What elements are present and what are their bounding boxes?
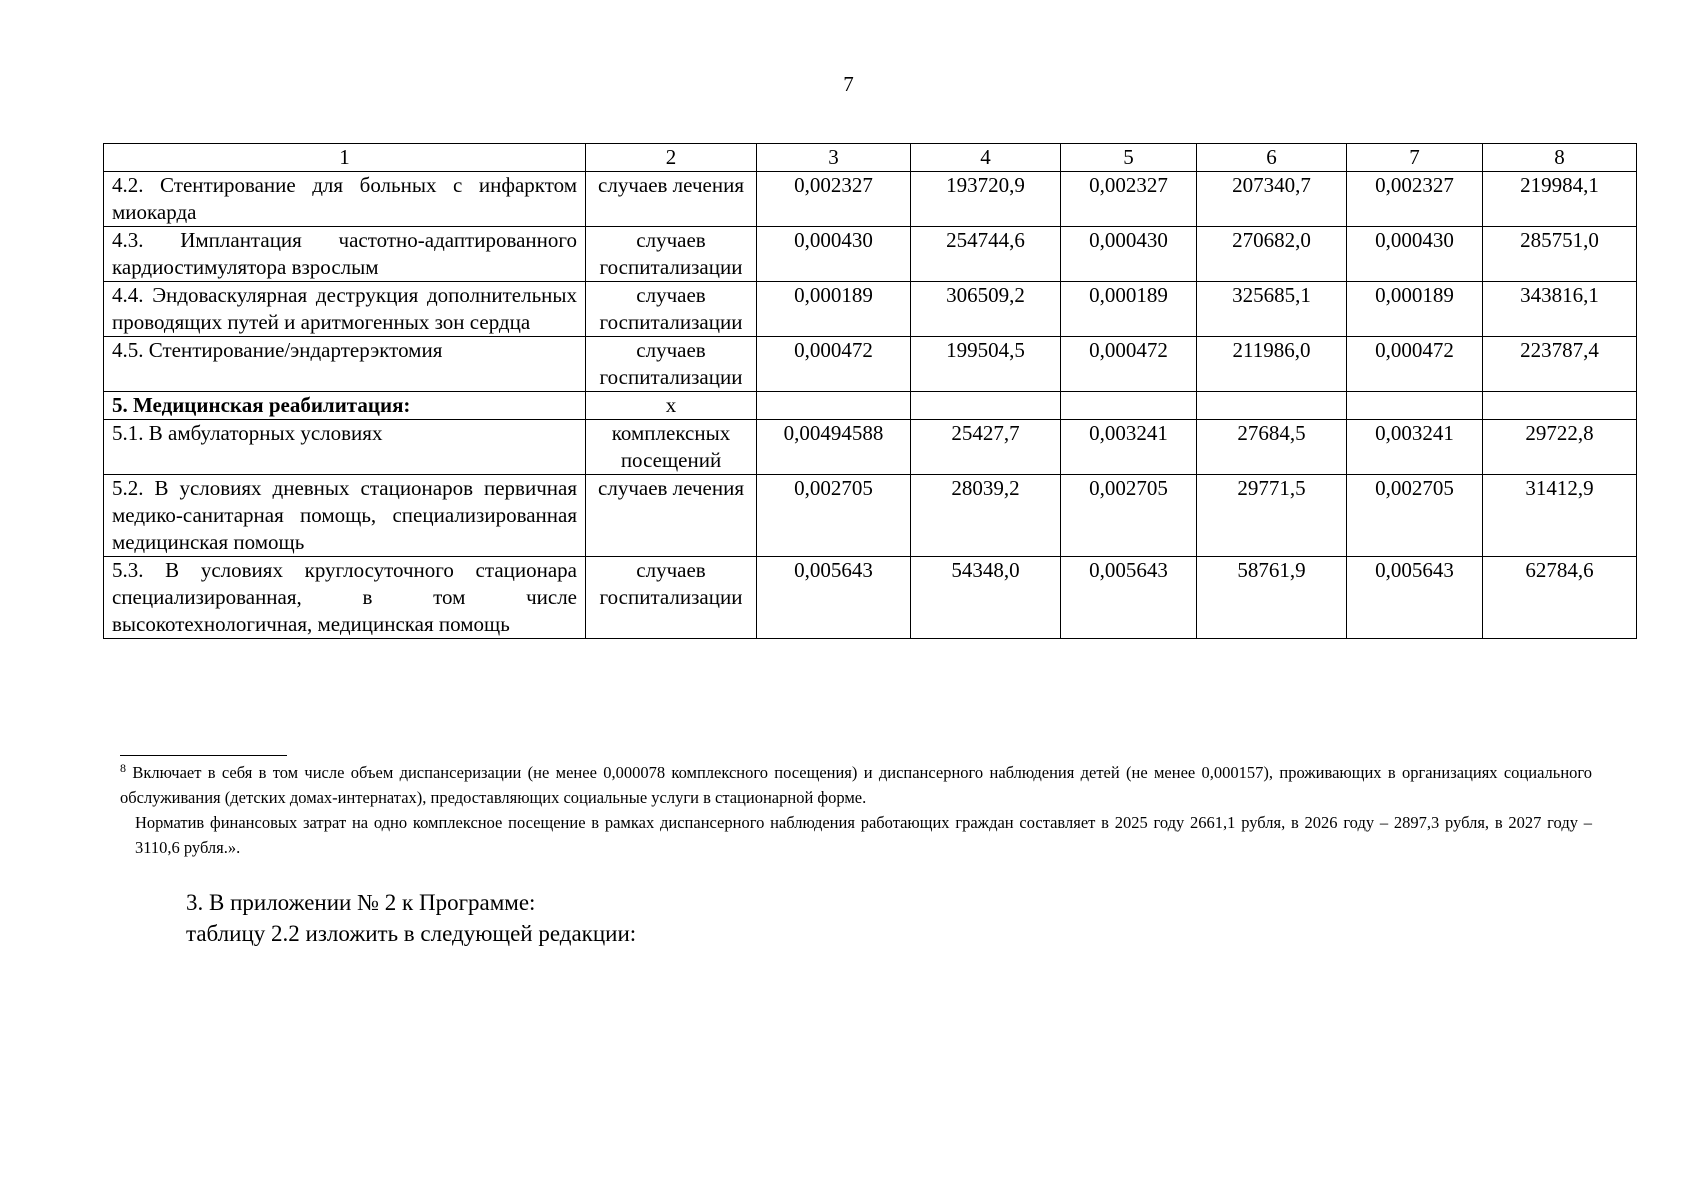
table-row: [104, 282, 1637, 337]
row-unit: случаев госпитализации: [586, 282, 757, 337]
table-row: [104, 337, 1637, 392]
row-value: 254744,6: [911, 227, 1061, 282]
row-value: 29722,8: [1483, 420, 1637, 475]
row-value: 0,000430: [1347, 227, 1483, 282]
row-value: 0,005643: [1061, 557, 1197, 639]
header-col-1: 1: [104, 144, 586, 172]
row-value: 25427,7: [911, 420, 1061, 475]
row-value: 0,000189: [757, 282, 911, 337]
row-value: 27684,5: [1197, 420, 1347, 475]
row-value: 325685,1: [1197, 282, 1347, 337]
header-col-2: 2: [586, 144, 757, 172]
table-row: [104, 227, 1637, 282]
row-unit: случаев госпитализации: [586, 557, 757, 639]
row-unit: комплексных посещений: [586, 420, 757, 475]
row-value: 0,003241: [1347, 420, 1483, 475]
row-value: 0,000472: [1347, 337, 1483, 392]
row-value: 223787,4: [1483, 337, 1637, 392]
table-row: [104, 475, 1637, 557]
row-value: 270682,0: [1197, 227, 1347, 282]
row-value: 306509,2: [911, 282, 1061, 337]
row-value: 0,000189: [1061, 282, 1197, 337]
row-value: [1061, 392, 1197, 420]
row-unit: случаев госпитализации: [586, 227, 757, 282]
row-value: 0,005643: [757, 557, 911, 639]
header-col-8: 8: [1483, 144, 1637, 172]
paragraph-2: таблицу 2.2 изложить в следующей редакции:: [186, 921, 637, 946]
footnote-text-1: [120, 756, 1592, 810]
row-name: 5.1. В амбулаторных условиях: [104, 420, 586, 475]
row-value: 31412,9: [1483, 475, 1637, 557]
row-name: 4.2. Стентирование для больных с инфарктом миокарда: [104, 172, 586, 227]
row-value: 0,000430: [757, 227, 911, 282]
row-name: 5.2. В условиях дневных стационаров первичная медико-санитарная помощь, специализированная медицинская помощь: [104, 475, 586, 557]
section-row: [104, 392, 1637, 420]
header-col-4: 4: [911, 144, 1061, 172]
row-unit: случаев госпитализации: [586, 337, 757, 392]
row-value: [1347, 392, 1483, 420]
row-name: 4.3. Имплантация частотно-адаптированного кардиостимулятора взрослым: [104, 227, 586, 282]
footnote-marker: 8: [120, 761, 126, 775]
row-value: [1483, 392, 1637, 420]
row-value: 193720,9: [911, 172, 1061, 227]
footnote-text-2: Норматив финансовых затрат на одно комплексное посещение в рамках диспансерного наблюдения работающих граждан составляет в 2025 году 2661,1 рубля, в 2026 году – 2897,3 рубля, в 2027 году – 3110,6 рубля.».: [135, 813, 1592, 857]
row-value: 0,002705: [1347, 475, 1483, 557]
row-name: 4.4. Эндоваскулярная деструкция дополнительных проводящих путей и аритмогенных зон сердца: [104, 282, 586, 337]
data-table: [103, 143, 1637, 639]
header-col-7: 7: [1347, 144, 1483, 172]
row-value: [911, 392, 1061, 420]
row-unit: х: [586, 392, 757, 420]
row-value: 0,002327: [1061, 172, 1197, 227]
row-value: 29771,5: [1197, 475, 1347, 557]
row-value: 219984,1: [1483, 172, 1637, 227]
row-value: 0,000472: [757, 337, 911, 392]
row-value: 199504,5: [911, 337, 1061, 392]
row-value: 0,005643: [1347, 557, 1483, 639]
paragraph-1: 3. В приложении № 2 к Программе:: [186, 890, 536, 915]
page-number: 7: [843, 72, 854, 96]
row-value: 207340,7: [1197, 172, 1347, 227]
row-unit: случаев лечения: [586, 475, 757, 557]
footnote: [120, 756, 1592, 860]
row-value: 0,002705: [1061, 475, 1197, 557]
table-header-row: [104, 144, 1637, 172]
section-title: 5. Медицинская реабилитация:: [104, 392, 586, 420]
row-value: 0,002327: [1347, 172, 1483, 227]
row-value: 0,000189: [1347, 282, 1483, 337]
header-col-3: 3: [757, 144, 911, 172]
row-value: 58761,9: [1197, 557, 1347, 639]
row-name: 5.3. В условиях круглосуточного стационара специализированная, в том числе высокотехнологичная, медицинская помощь: [104, 557, 586, 639]
table-row: [104, 172, 1637, 227]
header-col-5: 5: [1061, 144, 1197, 172]
row-value: 0,002705: [757, 475, 911, 557]
row-value: 285751,0: [1483, 227, 1637, 282]
row-value: 343816,1: [1483, 282, 1637, 337]
header-col-6: 6: [1197, 144, 1347, 172]
footnote-text-1-body: Включает в себя в том числе объем диспансеризации (не менее 0,000078 комплексного посещения) и диспансерного наблюдения детей (не менее 0,000157), проживающих в организациях социального обслуживания (детских домах-интернатах), предоставляющих социальные услуги в стационарной форме.: [120, 763, 1593, 807]
table-row: [104, 557, 1637, 639]
row-value: 28039,2: [911, 475, 1061, 557]
row-value: 0,000430: [1061, 227, 1197, 282]
row-value: 54348,0: [911, 557, 1061, 639]
table-row: [104, 420, 1637, 475]
row-name: 4.5. Стентирование/эндартерэктомия: [104, 337, 586, 392]
row-value: [757, 392, 911, 420]
row-value: 0,003241: [1061, 420, 1197, 475]
row-value: 0,002327: [757, 172, 911, 227]
row-value: 62784,6: [1483, 557, 1637, 639]
row-value: [1197, 392, 1347, 420]
row-value: 0,00494588: [757, 420, 911, 475]
row-unit: случаев лечения: [586, 172, 757, 227]
row-value: 211986,0: [1197, 337, 1347, 392]
row-value: 0,000472: [1061, 337, 1197, 392]
